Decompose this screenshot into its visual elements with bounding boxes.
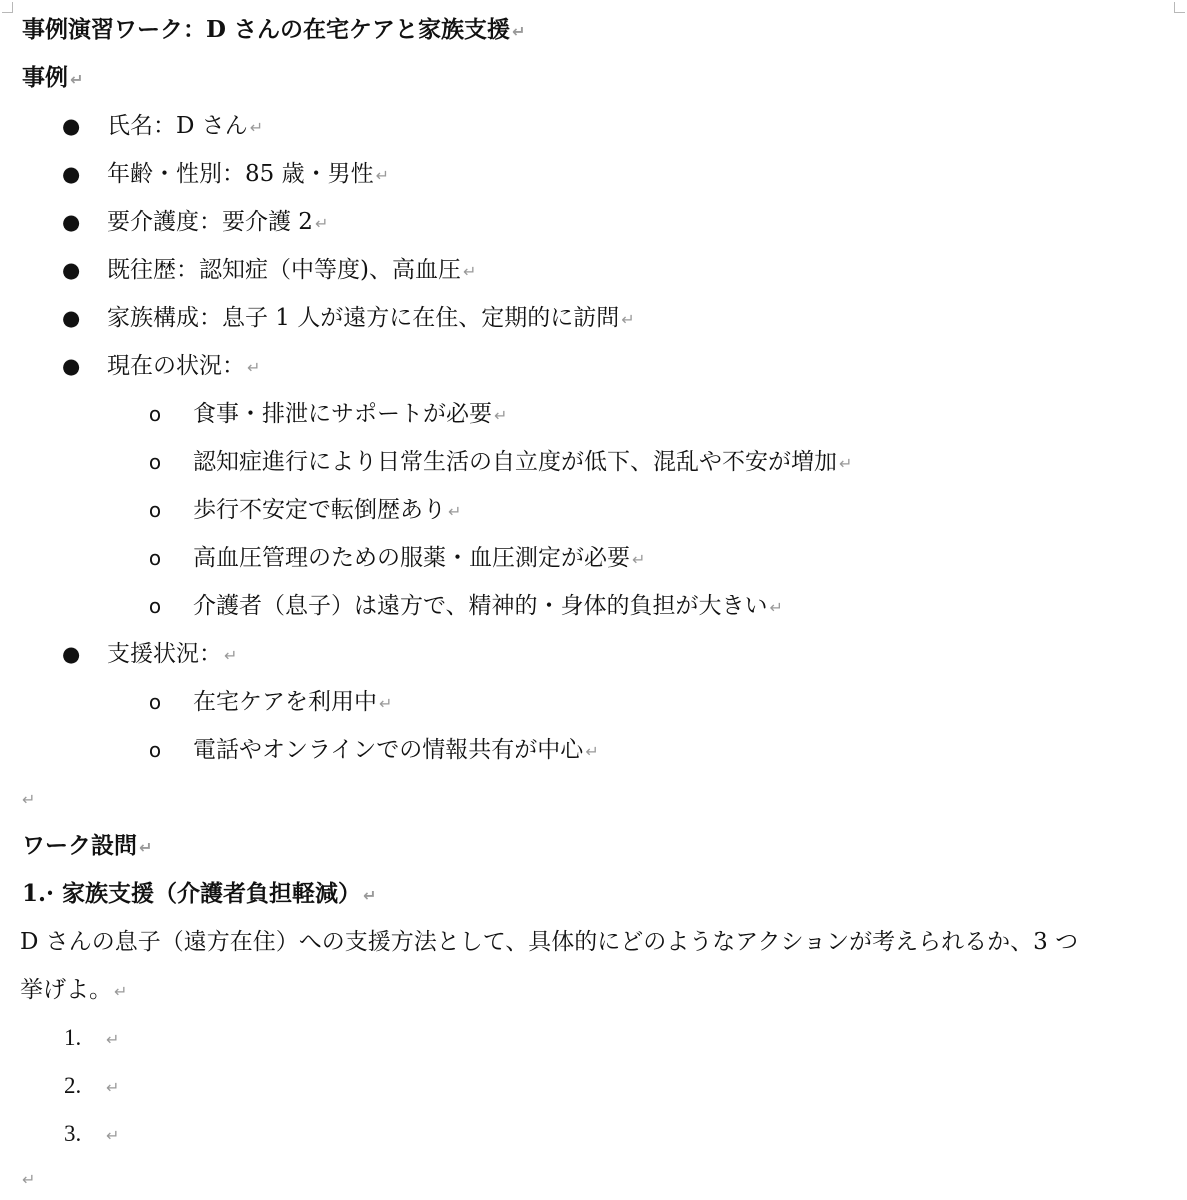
list-item (0, 630, 1187, 678)
case-item-label: 既往歴：認知症（中等度)、高血圧 (107, 257, 461, 283)
paragraph-mark: ↵ (621, 310, 635, 329)
question-text-line (20, 918, 1078, 966)
document-title-line (22, 6, 525, 54)
list-item (0, 246, 1187, 294)
document-title: 事例演習ワーク：D さんの在宅ケアと家族支援 (22, 16, 510, 43)
paragraph-mark: ↵ (375, 166, 389, 185)
list-item (0, 150, 1187, 198)
bullet-icon: ● (62, 354, 81, 378)
paragraph-mark: ↵ (448, 502, 462, 521)
question-text-line (20, 966, 127, 1014)
sub-bullet-icon: o (148, 450, 162, 474)
sub-item-label: 在宅ケアを利用中 (193, 689, 377, 715)
case-item-label: 氏名：D さん (107, 113, 248, 139)
bullet-icon: ● (62, 642, 81, 666)
question-heading: 1.· 家族支援（介護者負担軽減） (22, 880, 362, 907)
answer-number: 3. (64, 1121, 82, 1146)
sub-bullet-icon: o (148, 690, 162, 714)
case-heading: 事例 (22, 64, 68, 91)
paragraph-mark: ↵ (314, 214, 329, 233)
bullet-icon: ● (62, 306, 81, 330)
sub-bullet-icon: o (148, 738, 162, 762)
empty-paragraph (20, 1158, 35, 1187)
sub-item-label: 認知症進行により日常生活の自立度が低下、混乱や不安が増加 (193, 449, 837, 475)
paragraph-mark: ↵ (114, 982, 128, 1001)
paragraph-mark: ↵ (363, 886, 377, 905)
sub-item-label: 介護者（息子）は遠方で、精神的・身体的負担が大きい (193, 593, 768, 619)
question-text: D さんの息子（遠方在住）への支援方法として、具体的にどのようなアクションが考えられるか、3 つ (20, 929, 1079, 955)
crop-mark-top-left (2, 2, 13, 13)
list-item (0, 198, 1187, 246)
bullet-icon: ● (62, 210, 81, 234)
crop-mark-top-right (1174, 2, 1185, 13)
paragraph-mark: ↵ (224, 646, 238, 665)
case-item-label: 要介護度：要介護 2 (107, 209, 313, 235)
sub-item-label: 高血圧管理のための服薬・血圧測定が必要 (193, 545, 630, 571)
question-text: 挙げよ。 (20, 977, 112, 1003)
paragraph-mark: ↵ (585, 742, 599, 761)
answer-number: 2. (64, 1073, 82, 1098)
paragraph-mark: ↵ (511, 22, 526, 41)
sub-list-item (0, 726, 1187, 774)
sub-list-item (0, 390, 1187, 438)
list-item (0, 294, 1187, 342)
case-item-label: 現在の状況： (107, 353, 245, 379)
paragraph-mark: ↵ (106, 1078, 120, 1097)
work-heading-line (22, 822, 152, 870)
case-item-label: 支援状況： (107, 641, 222, 667)
sub-bullet-icon: o (148, 546, 162, 570)
answer-item[interactable] (0, 1014, 1187, 1062)
sub-bullet-icon: o (148, 402, 162, 426)
paragraph-mark: ↵ (632, 550, 646, 569)
answer-item[interactable] (0, 1062, 1187, 1110)
paragraph-mark: ↵ (22, 1170, 36, 1189)
list-item (0, 102, 1187, 150)
paragraph-mark: ↵ (247, 358, 261, 377)
case-heading-line (22, 54, 83, 102)
case-item-label: 年齢・性別：85 歳・男性 (107, 161, 374, 187)
sub-list-item (0, 486, 1187, 534)
paragraph-mark: ↵ (106, 1126, 120, 1145)
paragraph-mark: ↵ (462, 262, 477, 281)
bullet-icon: ● (62, 162, 81, 186)
empty-paragraph (20, 774, 35, 822)
sub-list-item (0, 534, 1187, 582)
sub-list-item (0, 438, 1187, 486)
work-heading: ワーク設問 (22, 832, 137, 859)
sub-item-label: 食事・排泄にサポートが必要 (193, 401, 492, 427)
paragraph-mark: ↵ (249, 118, 264, 137)
paragraph-mark: ↵ (839, 454, 853, 473)
sub-list-item (0, 582, 1187, 630)
bullet-icon: ● (62, 114, 81, 138)
answer-item[interactable] (0, 1110, 1187, 1158)
sub-bullet-icon: o (148, 498, 162, 522)
paragraph-mark: ↵ (106, 1030, 120, 1049)
question-heading-line (22, 870, 376, 918)
paragraph-mark: ↵ (379, 694, 393, 713)
paragraph-mark: ↵ (769, 598, 783, 617)
paragraph-mark: ↵ (22, 790, 36, 809)
paragraph-mark: ↵ (494, 406, 508, 425)
list-item (0, 342, 1187, 390)
paragraph-mark: ↵ (70, 70, 84, 89)
sub-item-label: 電話やオンラインでの情報共有が中心 (193, 737, 584, 763)
sub-bullet-icon: o (148, 594, 162, 618)
bullet-icon: ● (62, 258, 81, 282)
answer-number: 1. (64, 1025, 82, 1050)
sub-list-item (0, 678, 1187, 726)
sub-item-label: 歩行不安定で転倒歴あり (193, 497, 446, 523)
case-item-label: 家族構成：息子 1 人が遠方に在住、定期的に訪問 (107, 305, 620, 331)
paragraph-mark: ↵ (139, 838, 153, 857)
